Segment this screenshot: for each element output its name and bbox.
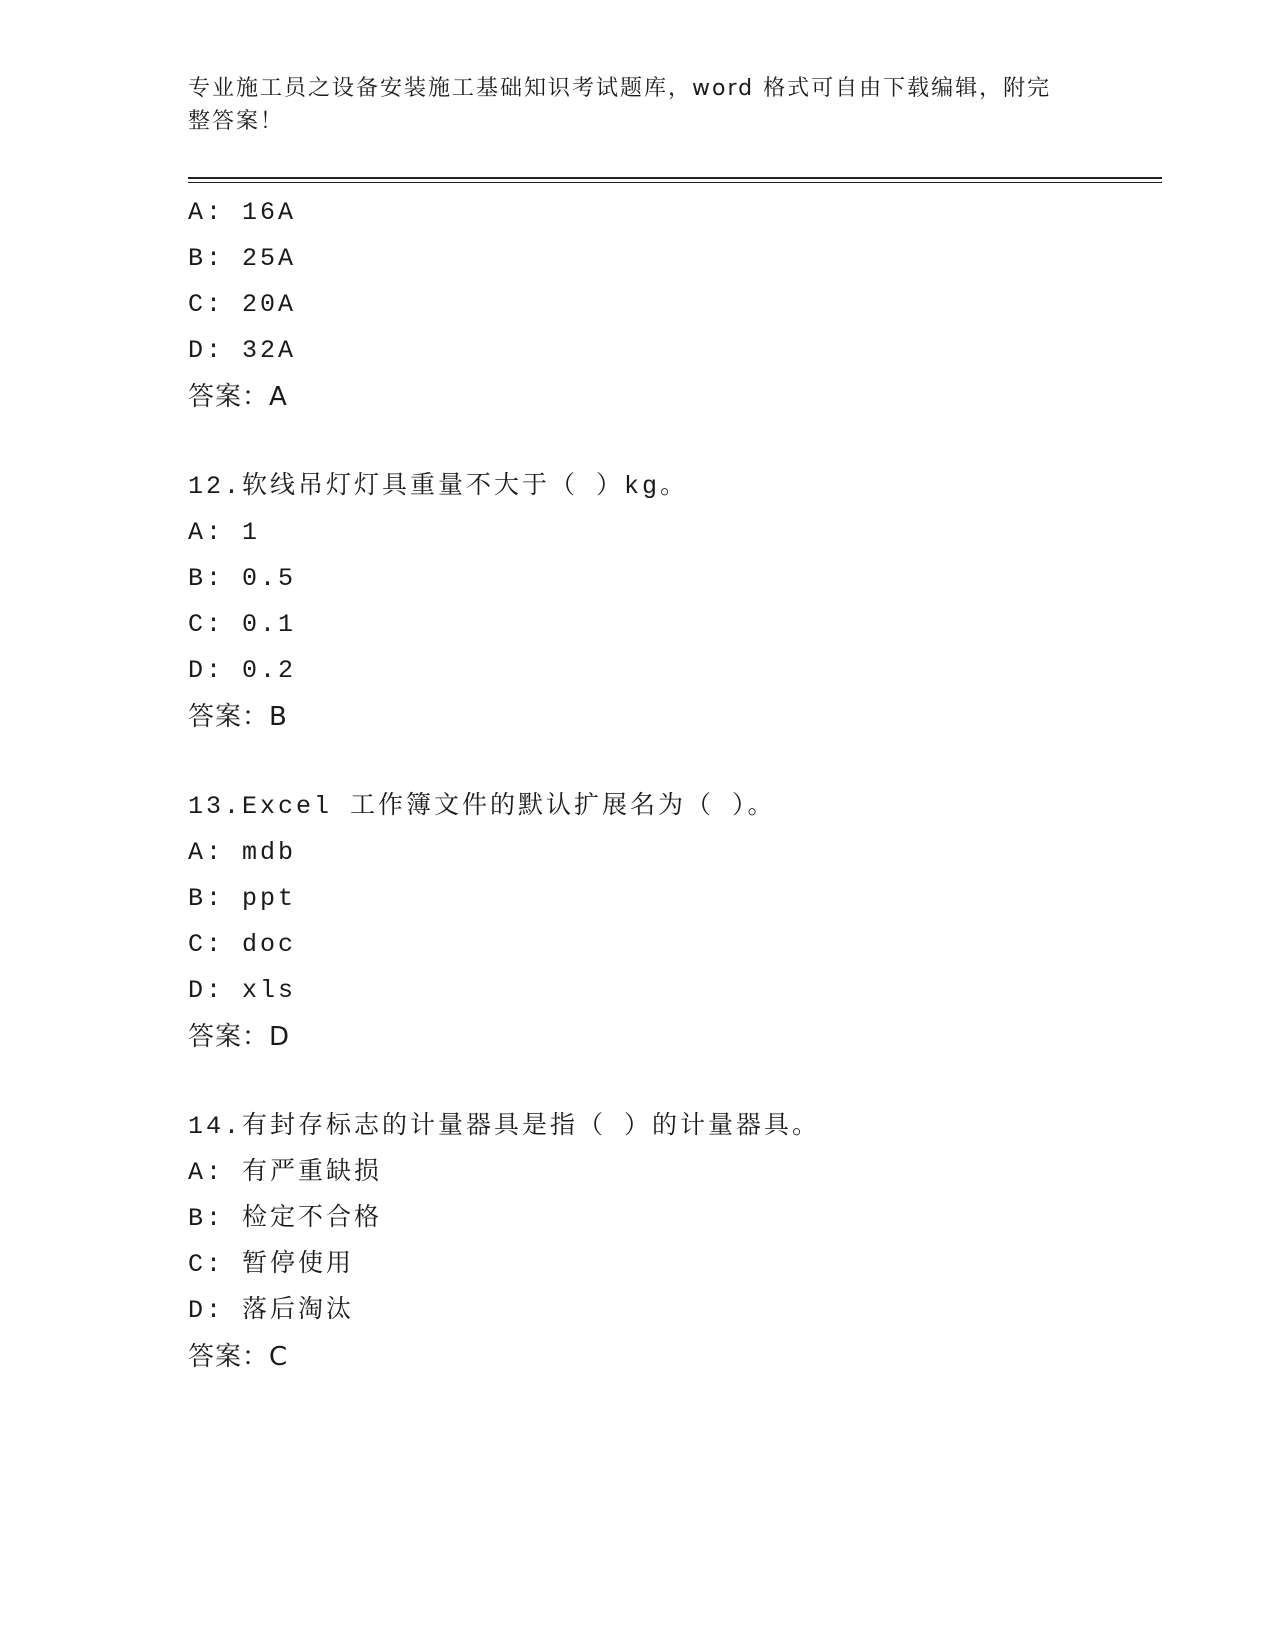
option-d xyxy=(188,1288,1162,1334)
option-letter: D xyxy=(188,976,207,1005)
option-sep: : xyxy=(206,1158,243,1187)
option-text: 有严重缺损 xyxy=(242,1158,383,1187)
option-text: xls xyxy=(242,976,297,1005)
option-sep: : xyxy=(206,838,243,867)
question-item xyxy=(188,464,1162,740)
option-a xyxy=(188,830,1162,876)
option-letter: C xyxy=(188,610,207,639)
option-a xyxy=(188,510,1162,556)
question-stem: 13.Excel 工作簿文件的默认扩展名为（ ）。 xyxy=(188,792,776,821)
option-text: doc xyxy=(242,930,297,959)
option-sep: : xyxy=(206,336,243,365)
option-sep: : xyxy=(206,1250,243,1279)
option-sep: : xyxy=(206,884,243,913)
option-letter: D xyxy=(188,1296,207,1325)
option-d xyxy=(188,648,1162,694)
option-text: mdb xyxy=(242,838,297,867)
question-item xyxy=(188,1104,1162,1380)
option-letter: C xyxy=(188,930,207,959)
question-stem: 14.有封存标志的计量器具是指（ ）的计量器具。 xyxy=(188,1112,821,1141)
answer-line: 答案：B xyxy=(188,702,288,732)
option-text: 16A xyxy=(242,198,297,227)
option-sep: : xyxy=(206,1204,243,1233)
option-sep: : xyxy=(206,518,243,547)
option-sep: : xyxy=(206,290,243,319)
document-header: 专业施工员之设备安装施工基础知识考试题库，word 格式可自由下载编辑，附完整答案！ xyxy=(188,76,1052,134)
option-letter: B xyxy=(188,244,207,273)
option-sep: : xyxy=(206,976,243,1005)
option-d xyxy=(188,328,1162,374)
option-letter: A xyxy=(188,838,207,867)
option-sep: : xyxy=(206,656,243,685)
answer-line: 答案：D xyxy=(188,1022,291,1052)
option-letter: B xyxy=(188,1204,207,1233)
option-sep: : xyxy=(206,930,243,959)
option-text: 32A xyxy=(242,336,297,365)
option-text: 1 xyxy=(242,518,261,547)
question-item xyxy=(188,784,1162,1060)
option-sep: : xyxy=(206,198,243,227)
option-sep: : xyxy=(206,244,243,273)
option-sep: : xyxy=(206,610,243,639)
option-sep: : xyxy=(206,1296,243,1325)
option-sep: : xyxy=(206,564,243,593)
option-text: 0.5 xyxy=(242,564,297,593)
header-divider-thin xyxy=(188,182,1162,183)
option-c xyxy=(188,922,1162,968)
option-letter: B xyxy=(188,884,207,913)
option-c xyxy=(188,1242,1162,1288)
question-stem: 12.软线吊灯灯具重量不大于（ ）kg。 xyxy=(188,472,689,501)
spacer xyxy=(188,1060,1162,1104)
option-letter: A xyxy=(188,518,207,547)
option-c xyxy=(188,282,1162,328)
option-a xyxy=(188,190,1162,236)
option-letter: D xyxy=(188,656,207,685)
option-b xyxy=(188,556,1162,602)
option-letter: C xyxy=(188,290,207,319)
option-d xyxy=(188,968,1162,1014)
option-b xyxy=(188,876,1162,922)
option-text: 暂停使用 xyxy=(242,1250,355,1279)
option-b xyxy=(188,1196,1162,1242)
answer-line: 答案：C xyxy=(188,1342,289,1372)
option-letter: A xyxy=(188,198,207,227)
question-list xyxy=(188,190,1162,1380)
option-text: 0.2 xyxy=(242,656,297,685)
spacer xyxy=(188,740,1162,784)
option-text: 20A xyxy=(242,290,297,319)
option-letter: B xyxy=(188,564,207,593)
option-text: ppt xyxy=(242,884,297,913)
answer-line: 答案：A xyxy=(188,382,288,412)
option-b xyxy=(188,236,1162,282)
spacer xyxy=(188,420,1162,464)
header-divider xyxy=(188,177,1162,179)
question-fragment xyxy=(188,190,1162,420)
option-a xyxy=(188,1150,1162,1196)
option-text: 25A xyxy=(242,244,297,273)
option-text: 0.1 xyxy=(242,610,297,639)
option-letter: D xyxy=(188,336,207,365)
option-letter: A xyxy=(188,1158,207,1187)
option-c xyxy=(188,602,1162,648)
option-letter: C xyxy=(188,1250,207,1279)
option-text: 落后淘汰 xyxy=(242,1296,355,1325)
option-text: 检定不合格 xyxy=(242,1204,383,1233)
